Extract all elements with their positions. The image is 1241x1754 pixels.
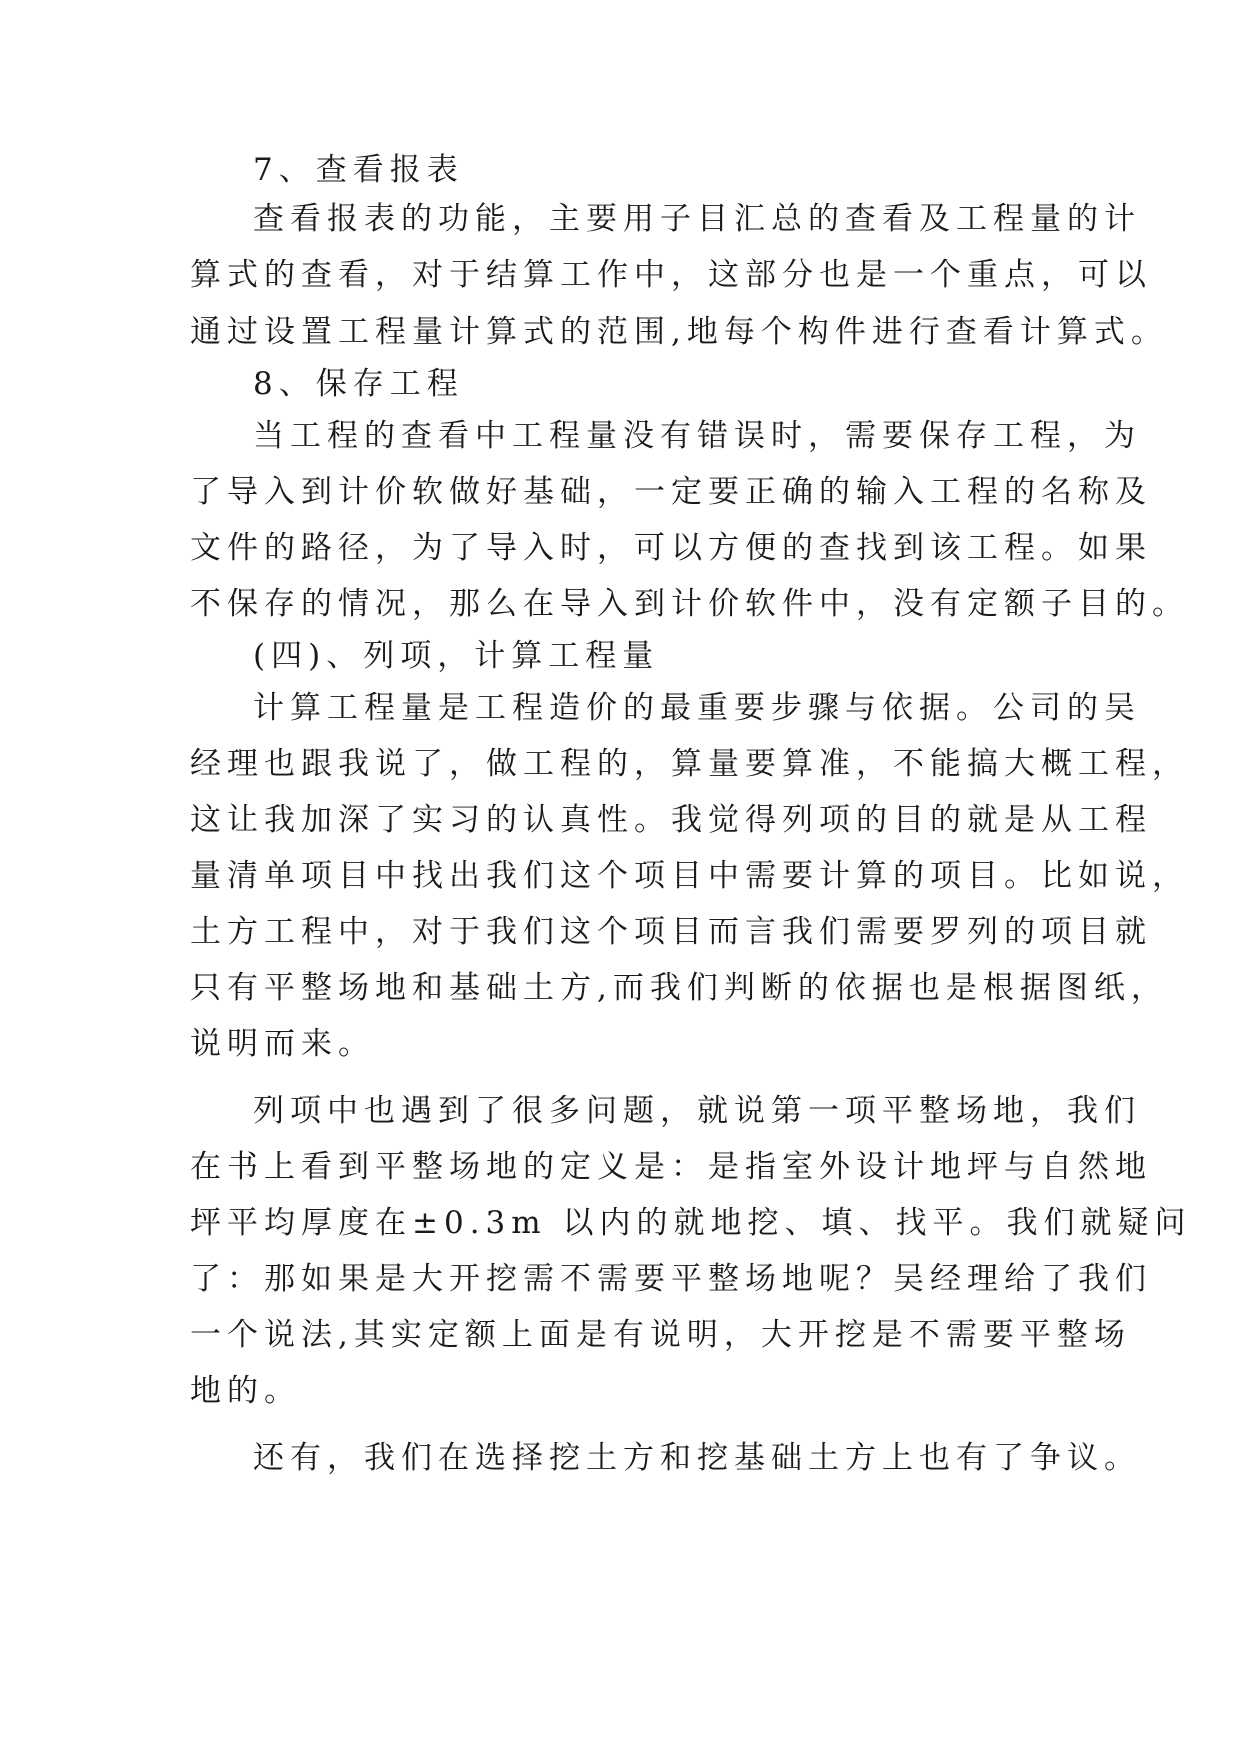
paragraph-line: 坪平均厚度在±0.3m 以内的就地挖、填、找平。我们就疑问 (190, 1205, 1192, 1241)
paragraph-line: 了导入到计价软做好基础，一定要正确的输入工程的名称及 (190, 474, 1152, 510)
heading-save-project: 8、保存工程 (253, 366, 464, 402)
paragraph-line: 说明而来。 (190, 1026, 375, 1062)
paragraph-line: 地的。 (190, 1373, 301, 1409)
paragraph-line: 通过设置工程量计算式的范围,地每个构件进行查看计算式。 (190, 314, 1168, 350)
paragraph-line: 只有平整场地和基础土方,而我们判断的依据也是根据图纸， (190, 970, 1168, 1006)
paragraph-line: 不保存的情况，那么在导入到计价软件中，没有定额子目的。 (190, 586, 1189, 622)
paragraph-line: 土方工程中，对于我们这个项目而言我们需要罗列的项目就 (190, 914, 1152, 950)
paragraph-line: 还有，我们在选择挖土方和挖基础土方上也有了争议。 (253, 1440, 1141, 1476)
paragraph-line: 查看报表的功能，主要用子目汇总的查看及工程量的计 (253, 201, 1141, 237)
paragraph-line: 列项中也遇到了很多问题，就说第一项平整场地，我们 (253, 1093, 1141, 1129)
paragraph-line: 了：那如果是大开挖需不需要平整场地呢？吴经理给了我们 (190, 1261, 1152, 1297)
heading-view-report: 7、查看报表 (253, 152, 464, 188)
heading-list-items: (四)、列项，计算工程量 (253, 638, 660, 674)
paragraph-line: 经理也跟我说了，做工程的，算量要算准，不能搞大概工程， (190, 746, 1189, 782)
paragraph-line: 一个说法,其实定额上面是有说明，大开挖是不需要平整场 (190, 1317, 1131, 1353)
paragraph-line: 算式的查看，对于结算工作中，这部分也是一个重点，可以 (190, 257, 1152, 293)
paragraph-line: 文件的路径，为了导入时，可以方便的查找到该工程。如果 (190, 530, 1152, 566)
paragraph-line: 这让我加深了实习的认真性。我觉得列项的目的就是从工程 (190, 802, 1152, 838)
paragraph-line: 量清单项目中找出我们这个项目中需要计算的项目。比如说， (190, 858, 1189, 894)
paragraph-line: 在书上看到平整场地的定义是：是指室外设计地坪与自然地 (190, 1149, 1152, 1185)
paragraph-line: 计算工程量是工程造价的最重要步骤与依据。公司的吴 (253, 690, 1141, 726)
paragraph-line: 当工程的查看中工程量没有错误时，需要保存工程，为 (253, 418, 1141, 454)
